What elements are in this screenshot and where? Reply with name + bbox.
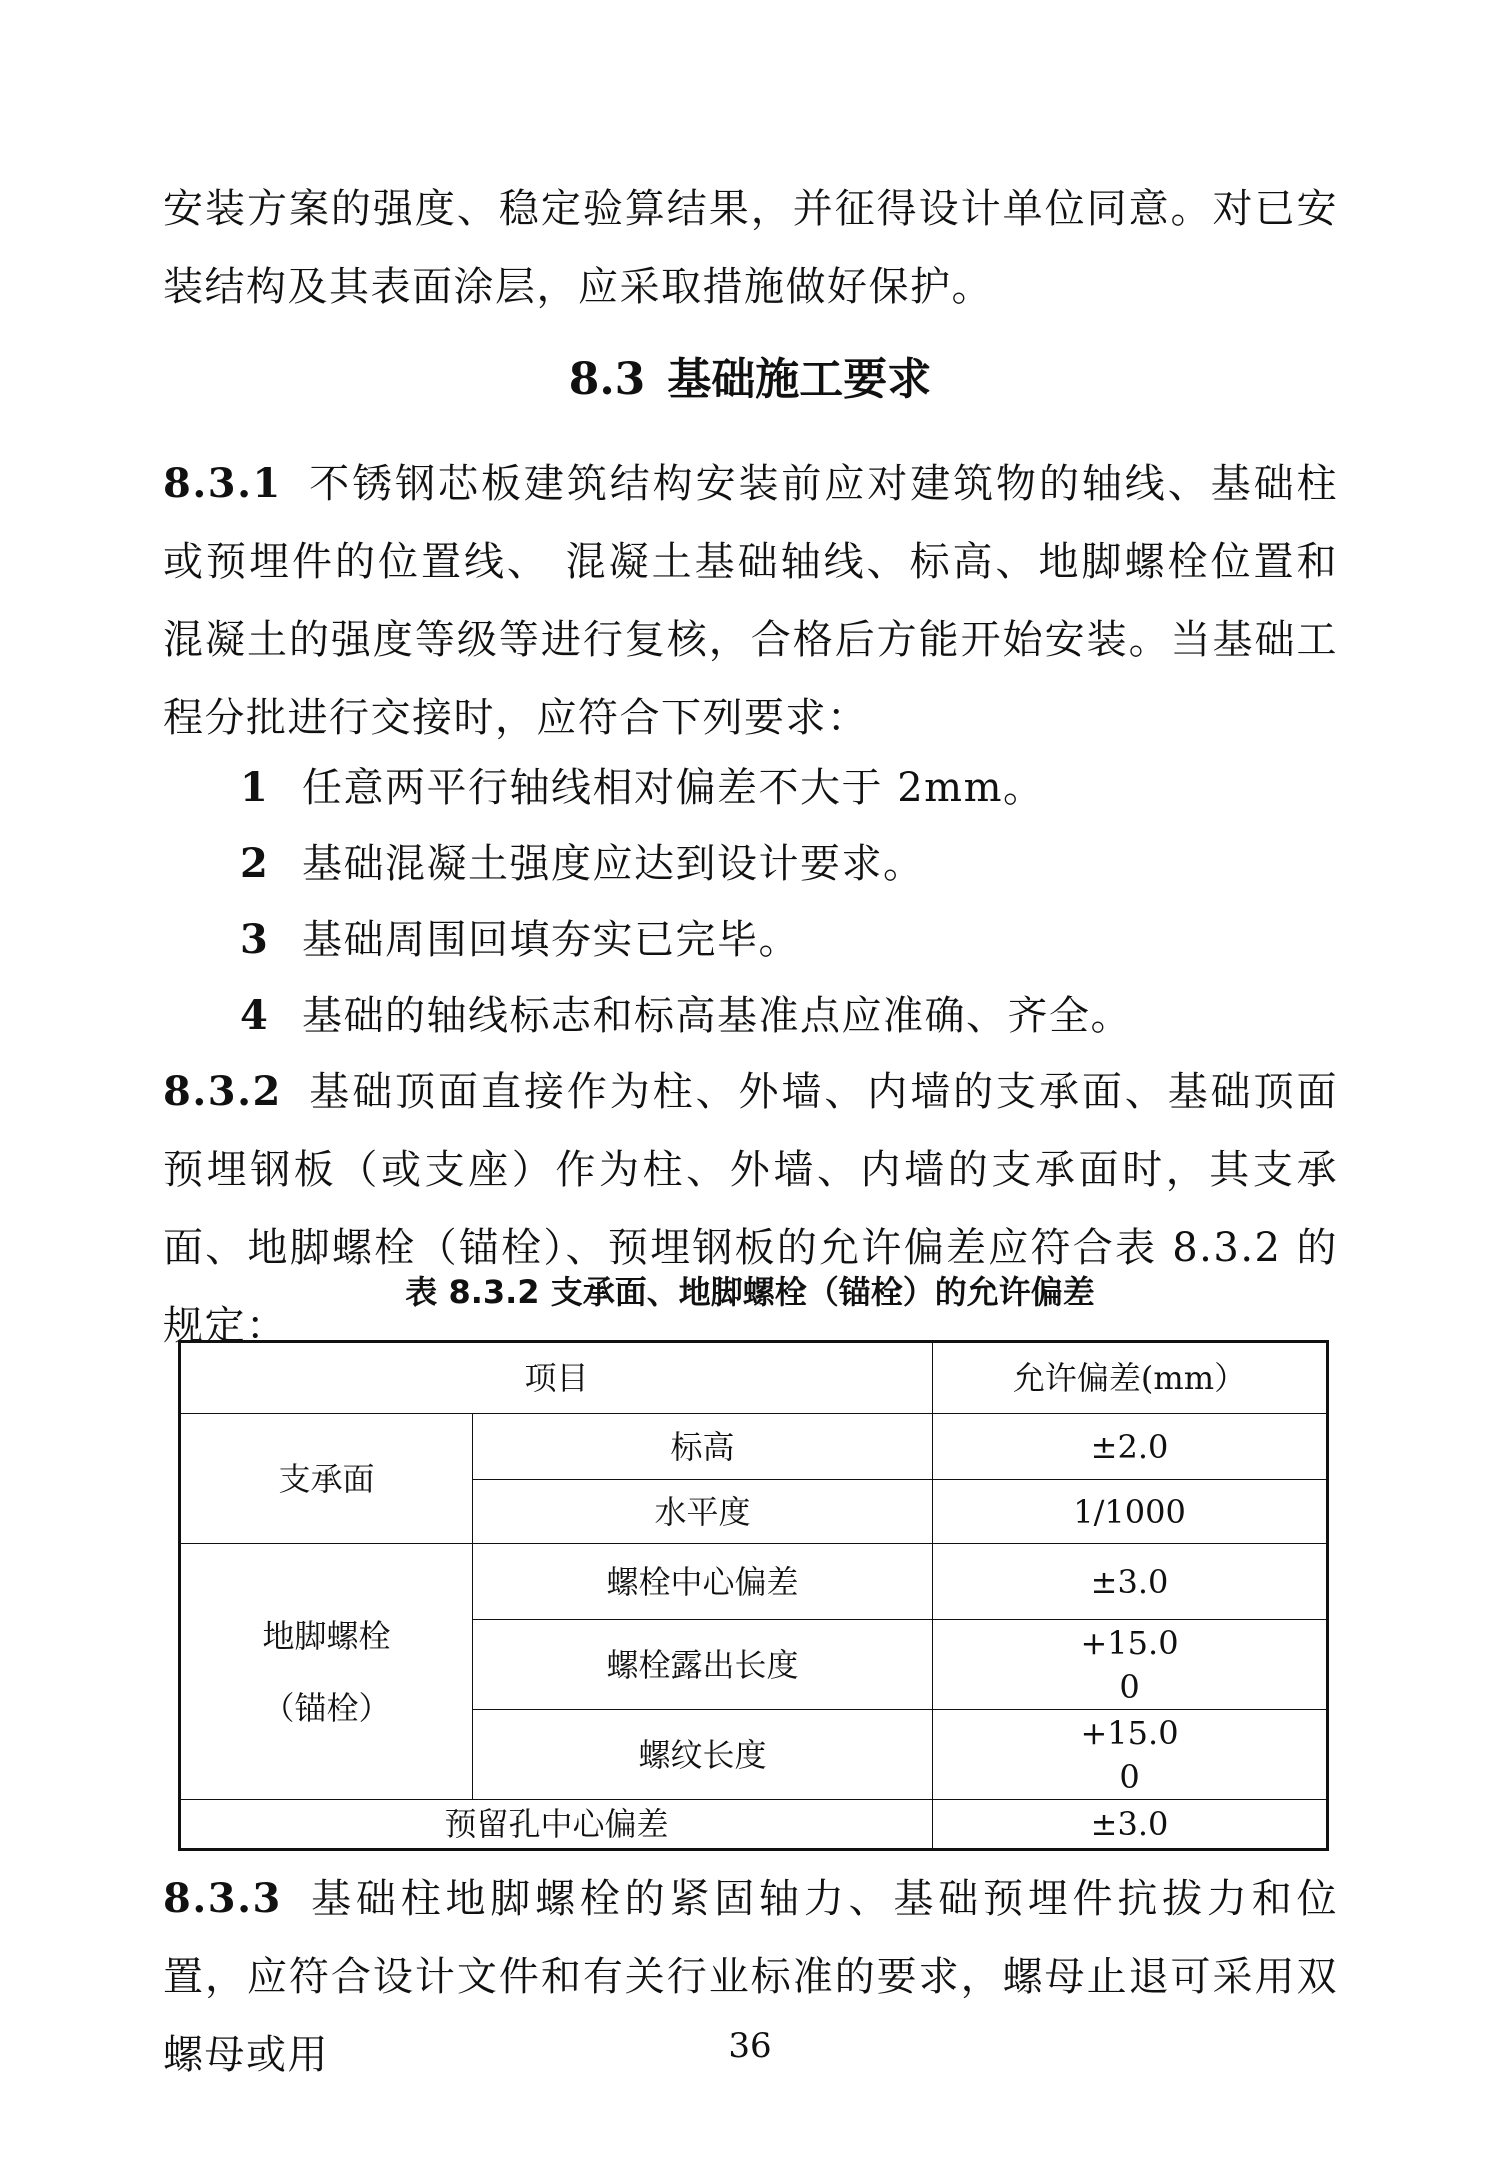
value-cell — [933, 1620, 1328, 1710]
table-row — [180, 1800, 1328, 1850]
clause-8-3-2 — [163, 1053, 1338, 1365]
clause-number: 8.3.1 — [163, 460, 282, 507]
value-cell: 1/1000 — [933, 1480, 1328, 1544]
table-row — [180, 1414, 1328, 1480]
group-label-line: （锚栓） — [262, 1688, 391, 1727]
table-header-row — [180, 1342, 1328, 1414]
list-item-number: 1 — [240, 764, 270, 811]
item-cell: 螺纹长度 — [473, 1710, 933, 1800]
clause-number: 8.3.3 — [163, 1875, 282, 1922]
value-cell: ±2.0 — [933, 1414, 1328, 1480]
value-cell: ±3.0 — [933, 1544, 1328, 1620]
clause-text: 基础柱地脚螺栓的紧固轴力、基础预埋件抗拔力和位置，应符合设计文件和有关行业标准的要求，螺母止退可采用双螺母或用 — [163, 1876, 1338, 2078]
list-item — [240, 834, 1340, 894]
list-item-text: 基础周围回填夯实已完毕。 — [302, 917, 800, 963]
table-row — [180, 1544, 1328, 1620]
header-item-cell: 项目 — [180, 1342, 933, 1414]
list-item — [240, 910, 1340, 970]
list-item — [240, 758, 1340, 818]
value-cell: ±3.0 — [933, 1800, 1328, 1850]
section-heading — [0, 350, 1500, 410]
clause-text: 基础顶面直接作为柱、外墙、内墙的支承面、基础顶面预埋钢板（或支座）作为柱、外墙、内墙的支承面时，其支承面、地脚螺栓（锚栓）、预埋钢板的允许偏差应符合表 8.3.2 的规定： — [163, 1069, 1338, 1349]
clause-text: 不锈钢芯板建筑结构安装前应对建筑物的轴线、基础柱或预埋件的位置线、 混凝土基础轴线、标高、地脚螺栓位置和混凝土的强度等级等进行复核，合格后方能开始安装。当基础工程分批进行交接时，应符合下列要求： — [163, 461, 1338, 741]
item-cell: 螺栓露出长度 — [473, 1620, 933, 1710]
list-item-number: 4 — [240, 992, 270, 1039]
clause-8-3-1 — [163, 445, 1338, 757]
value-cell — [933, 1710, 1328, 1800]
list-item-text: 基础混凝土强度应达到设计要求。 — [302, 841, 925, 887]
value-line: +15.0 — [1080, 1713, 1179, 1752]
item-cell: 水平度 — [473, 1480, 933, 1544]
clause-number: 8.3.2 — [163, 1068, 282, 1115]
group-label-cell — [180, 1544, 473, 1800]
item-cell: 螺栓中心偏差 — [473, 1544, 933, 1620]
item-cell: 标高 — [473, 1414, 933, 1480]
table-caption: 表 8.3.2 支承面、地脚螺栓（锚栓）的允许偏差 — [405, 1273, 1095, 1311]
item-cell: 预留孔中心偏差 — [180, 1800, 933, 1850]
intro-paragraph: 安装方案的强度、稳定验算结果，并征得设计单位同意。对已安装结构及其表面涂层，应采取措施做好保护。 — [163, 186, 1338, 310]
list-item-text: 任意两平行轴线相对偏差不大于 2mm。 — [302, 765, 1045, 811]
list-item-number: 2 — [240, 840, 270, 887]
header-value-cell: 允许偏差(mm） — [933, 1342, 1328, 1414]
page-number: 36 — [728, 2026, 772, 2066]
list-item — [240, 986, 1340, 1046]
group-label-cell: 支承面 — [180, 1414, 473, 1544]
value-line: 0 — [1119, 1757, 1140, 1796]
value-line: +15.0 — [1080, 1623, 1179, 1662]
list-item-text: 基础的轴线标志和标高基准点应准确、齐全。 — [302, 993, 1132, 1039]
list-item-number: 3 — [240, 916, 270, 963]
value-line: 0 — [1119, 1667, 1140, 1706]
group-label-line: 地脚螺栓 — [262, 1616, 391, 1655]
tolerance-table — [178, 1340, 1329, 1851]
section-title: 基础施工要求 — [667, 354, 932, 405]
section-number: 8.3 — [568, 354, 646, 405]
